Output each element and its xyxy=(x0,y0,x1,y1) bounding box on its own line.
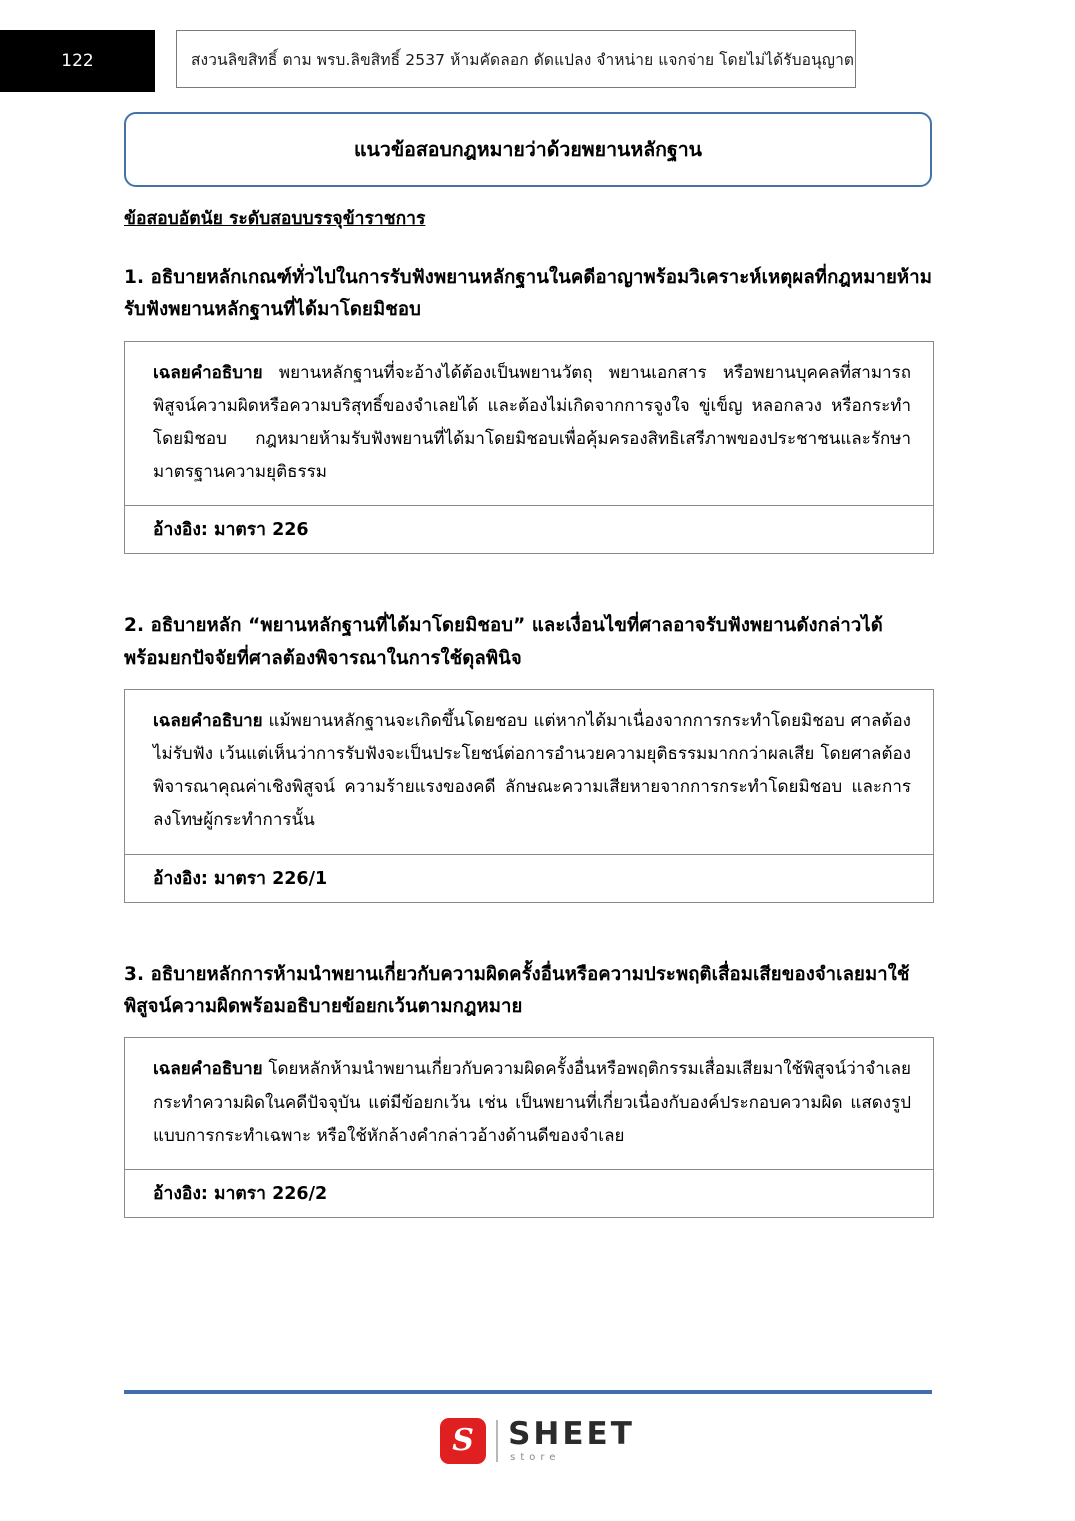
copyright-text: สงวนลิขสิทธิ์ ตาม พรบ.ลิขสิทธิ์ 2537 ห้ามคัดลอก ดัดแปลง จำหน่าย แจกจ่าย โดยไม่ได้รับอนุญาต xyxy=(191,50,855,69)
answer-body xyxy=(125,690,933,855)
page-header xyxy=(0,0,1075,95)
question-text: 3. อธิบายหลักการห้ามนำพยานเกี่ยวกับความผิดครั้งอื่นหรือความประพฤติเสื่อมเสียของจำเลยมาใช้พิสูจน์ความผิดพร้อมอธิบายข้อยกเว้นตามกฎหมาย xyxy=(124,963,910,1017)
answer-reference: อ้างอิง: มาตรา 226/2 xyxy=(153,1183,328,1204)
answer-reference: อ้างอิง: มาตรา 226 xyxy=(153,520,309,541)
document-content xyxy=(124,196,934,1274)
answer-table xyxy=(124,689,934,903)
page-title: แนวข้อสอบกฎหมายว่าด้วยพยานหลักฐาน xyxy=(353,138,702,161)
question-text: 1. อธิบายหลักเกณฑ์ทั่วไปในการรับฟังพยานหลักฐานในคดีอาญาพร้อมวิเคราะห์เหตุผลที่กฎหมายห้ามรับฟังพยานหลักฐานที่ได้มาโดยมิชอบ xyxy=(124,267,933,321)
page-title-box xyxy=(124,112,932,187)
brand-name: SHEET xyxy=(508,1416,635,1452)
answer-label: เฉลยคำอธิบาย xyxy=(153,1059,263,1080)
answer-label: เฉลยคำอธิบาย xyxy=(153,711,263,732)
answer-text: พยานหลักฐานที่จะอ้างได้ต้องเป็นพยานวัตถุ พยานเอกสาร หรือพยานบุคคลที่สามารถพิสูจน์ความผิดหรือความบริสุทธิ์ของจำเลยได้ และต้องไม่เกิดจากการจูงใจ ขู่เข็ญ หลอกลวง หรือกระทำโดยมิชอบ กฎหมายห้ามรับฟังพยานที่ได้มาโดยมิชอบเพื่อคุ้มครองสิทธิเสรีภาพของประชาชนและรักษามาตรฐานความยุติธรรม xyxy=(153,362,912,483)
sheet-logo-icon xyxy=(440,1418,486,1464)
brand-sub: store xyxy=(510,1452,561,1463)
footer-divider xyxy=(124,1390,932,1394)
answer-reference: อ้างอิง: มาตรา 226/1 xyxy=(153,868,328,889)
answer-body xyxy=(125,342,933,507)
footer-logo xyxy=(0,1418,1075,1464)
copyright-box xyxy=(176,30,856,88)
question-text: 2. อธิบายหลัก “พยานหลักฐานที่ได้มาโดยมิชอบ” และเงื่อนไขที่ศาลอาจรับฟังพยานดังกล่าวได้ พร้อมยกปัจจัยที่ศาลต้องพิจารณาในการใช้ดุลพินิจ xyxy=(124,615,883,669)
logo-wordmark xyxy=(508,1416,635,1463)
answer-table xyxy=(124,1037,934,1217)
logo-letter: S xyxy=(452,1423,474,1458)
answer-text: โดยหลักห้ามนำพยานเกี่ยวกับความผิดครั้งอื่นหรือพฤติกรรมเสื่อมเสียมาใช้พิสูจน์ว่าจำเลยกระทำความผิดในคดีปัจจุบัน แต่มีข้อยกเว้น เช่น เป็นพยานที่เกี่ยวเนื่องกับองค์ประกอบความผิด แสดงรูปแบบการกระทำเฉพาะ หรือใช้หักล้างคำกล่าวอ้างด้านดีของจำเลย xyxy=(153,1059,911,1146)
answer-table xyxy=(124,341,934,555)
page-number: 122 xyxy=(0,30,155,92)
section-subtitle: ข้อสอบอัตนัย ระดับสอบบรรจุข้าราชการ xyxy=(124,209,426,229)
answer-body xyxy=(125,1038,933,1169)
logo-divider xyxy=(496,1420,498,1462)
answer-text: แม้พยานหลักฐานจะเกิดขึ้นโดยชอบ แต่หากได้มาเนื่องจากการกระทำโดยมิชอบ ศาลต้องไม่รับฟัง เว้นแต่เห็นว่าการรับฟังจะเป็นประโยชน์ต่อการอำนวยความยุติธรรมมากกว่าผลเสีย โดยศาลต้องพิจารณาคุณค่าเชิงพิสูจน์ ความร้ายแรงของคดี ลักษณะความเสียหายจากการกระทำโดยมิชอบ และการลงโทษผู้กระทำการนั้น xyxy=(153,711,911,831)
answer-label: เฉลยคำอธิบาย xyxy=(153,362,263,383)
